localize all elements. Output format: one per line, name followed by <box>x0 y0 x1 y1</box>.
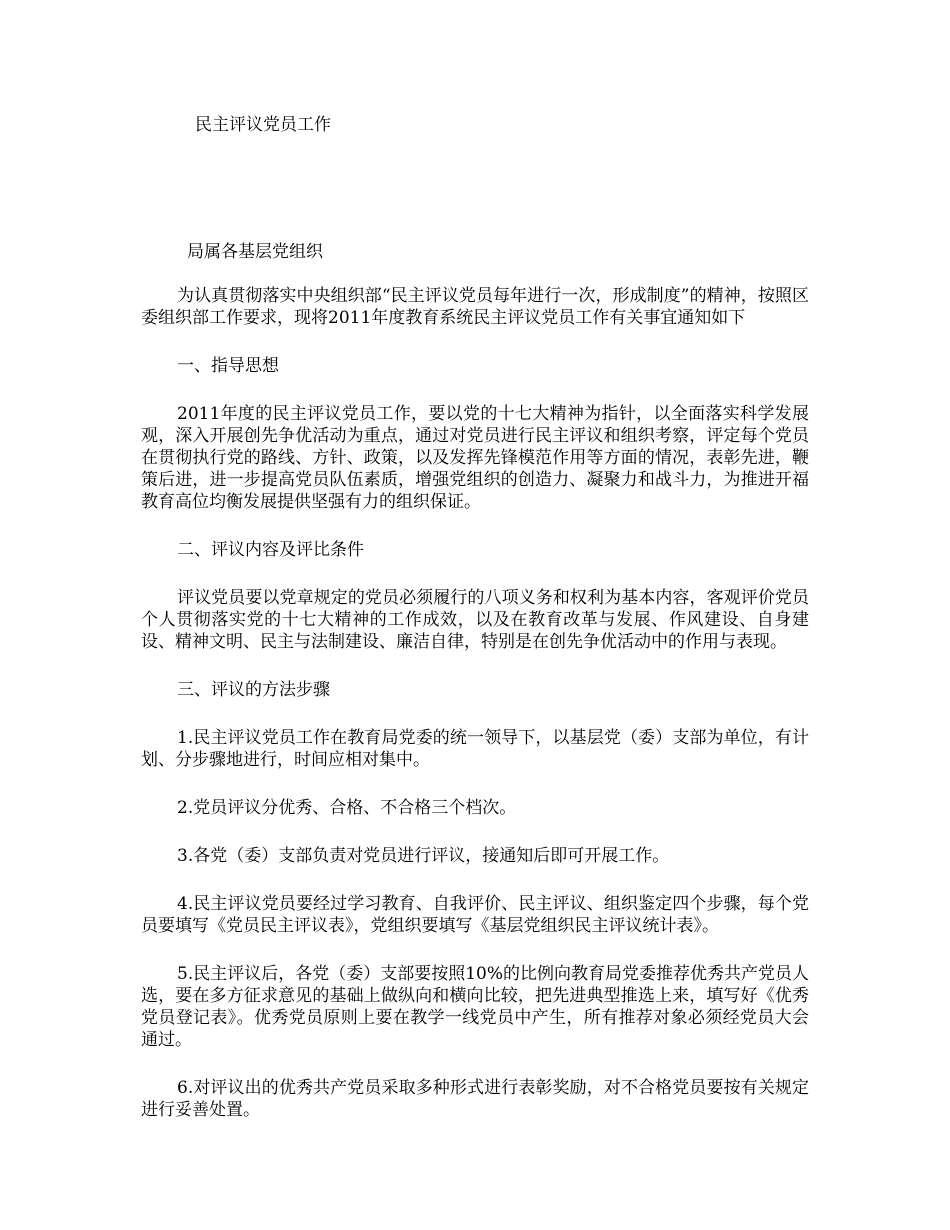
section-heading-method-steps: 三、评议的方法步骤 <box>177 680 330 700</box>
step-item: 5.民主评议后，各党（委）支部要按照10%的比例向教育局党委推荐优秀共产党员人选，要在多方征求意见的基础上做纵向和横向比较，把先进典型推选上来，填写好《优秀党员登记表》。优秀党员原则上要在教学一线党员中产生，所有推荐对象必须经党员大会通过。 <box>141 964 810 1050</box>
addressee-line: 局属各基层党组织 <box>187 242 323 262</box>
step-item: 6.对评议出的优秀共产党员采取多种形式进行表彰奖励，对不合格党员要按有关规定进行妥善处置。 <box>141 1078 809 1120</box>
step-item: 1.民主评议党员工作在教育局党委的统一领导下，以基层党（委）支部为单位，有计划、分步骤地进行，时间应相对集中。 <box>141 728 809 770</box>
step-item: 4.民主评议党员要经过学习教育、自我评价、民主评议、组织鉴定四个步骤，每个党员要填写《党员民主评议表》，党组织要填写《基层党组织民主评议统计表》。 <box>141 894 809 936</box>
intro-paragraph: 为认真贯彻落实中央组织部“民主评议党员每年进行一次，形成制度”的精神，按照区委组织部工作要求，现将2011年度教育系统民主评议党员工作有关事宜通知如下 <box>141 286 809 328</box>
document-title: 民主评议党员工作 <box>195 115 331 135</box>
section-paragraph-evaluation-content: 评议党员要以党章规定的党员必须履行的八项义务和权利为基本内容，客观评价党员个人贯彻落实党的十七大精神的工作成效，以及在教育改革与发展、作风建设、自身建设、精神文明、民主与法制建设、廉洁自律，特别是在创先争优活动中的作用与表现。 <box>141 588 809 652</box>
section-heading-evaluation-content: 二、评议内容及评比条件 <box>177 540 364 560</box>
step-item: 2.党员评议分优秀、合格、不合格三个档次。 <box>177 798 517 818</box>
document-body <box>141 285 809 1147</box>
section-paragraph-guiding-ideology: 2011年度的民主评议党员工作，要以党的十七大精神为指针，以全面落实科学发展观，深入开展创先争优活动为重点，通过对党员进行民主评议和组织考察，评定每个党员在贯彻执行党的路线、方针、政策，以及发挥先锋模范作用等方面的情况，表彰先进，鞭策后进，进一步提高党员队伍素质，增强党组织的创造力、凝聚力和战斗力，为推进开福教育高位均衡发展提供坚强有力的组织保证。 <box>141 404 809 512</box>
step-item: 3.各党（委）支部负责对党员进行评议，接通知后即可开展工作。 <box>177 846 670 866</box>
section-heading-guiding-ideology: 一、指导思想 <box>177 356 279 376</box>
